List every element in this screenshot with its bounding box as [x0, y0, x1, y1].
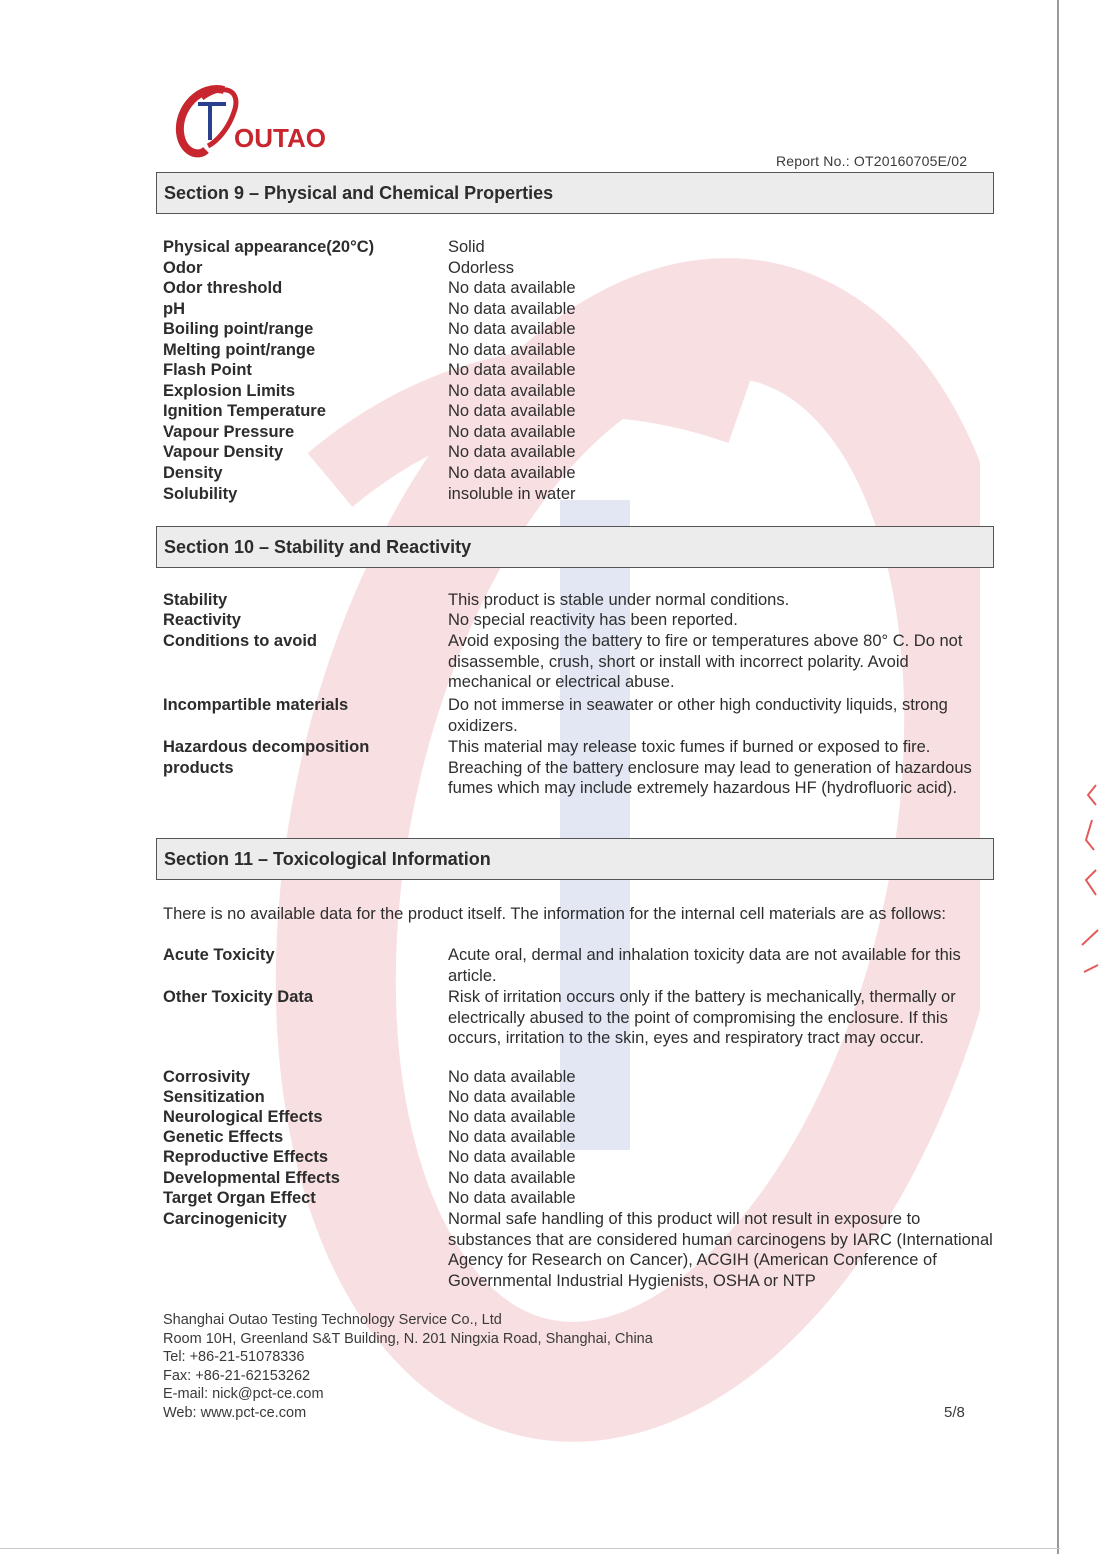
- property-value: No data available: [448, 1088, 576, 1106]
- section-9-header: Section 9 – Physical and Chemical Properties: [156, 172, 994, 214]
- page-bottom-rule: [0, 1548, 1060, 1549]
- property-value: No data available: [448, 320, 576, 338]
- property-label: Odor: [163, 259, 203, 277]
- footer-tel: Tel: +86-21-51078336: [163, 1349, 305, 1365]
- property-label: Boiling point/range: [163, 320, 314, 338]
- section-10-header: Section 10 – Stability and Reactivity: [156, 526, 994, 568]
- report-number: Report No.: OT20160705E/02: [776, 153, 968, 169]
- property-value: Risk of irritation occurs only if the battery is mechanically, thermally or electrically abused to the point of compromising the enclosure. If this occurs, irritation to the skin, eyes and respiratory tract may occur.: [448, 988, 956, 1048]
- property-label: Reactivity: [163, 611, 241, 629]
- property-value: Avoid exposing the battery to fire or temperatures above 80° C. Do not disassemble, crush, short or install with incorrect polarity. Avoid mechanical or electrical abuse.: [448, 632, 963, 692]
- property-value: No data available: [448, 1189, 576, 1207]
- property-value: Solid: [448, 238, 485, 256]
- property-value: Odorless: [448, 259, 515, 277]
- property-value: No data available: [448, 361, 576, 379]
- property-value: This material may release toxic fumes if burned or exposed to fire. Breaching of the battery enclosure may lead to generation of hazardous fumes which may include extremely hazardous HF (hydrofluoric acid).: [448, 738, 972, 798]
- property-label: pH: [163, 300, 185, 318]
- svg-text:OUTAO: OUTAO: [234, 123, 326, 153]
- property-label: Acute Toxicity: [163, 946, 275, 964]
- section-11-header: Section 11 – Toxicological Information: [156, 838, 994, 880]
- property-label: Odor threshold: [163, 279, 283, 297]
- property-value: No data available: [448, 1108, 576, 1126]
- section-11-intro: There is no available data for the product itself. The information for the internal cell materials are as follows:: [163, 905, 946, 923]
- property-label: Reproductive Effects: [163, 1148, 329, 1166]
- property-value: Do not immerse in seawater or other high conductivity liquids, strong oxidizers.: [448, 696, 948, 735]
- property-value: No special reactivity has been reported.: [448, 611, 738, 629]
- footer-fax: Fax: +86-21-62153262: [163, 1367, 311, 1384]
- property-value: No data available: [448, 443, 576, 461]
- property-label: Neurological Effects: [163, 1108, 323, 1126]
- footer-company: Shanghai Outao Testing Technology Service Co., Ltd: [163, 1312, 502, 1328]
- property-label: Corrosivity: [163, 1068, 251, 1086]
- property-value: insoluble in water: [448, 485, 576, 503]
- company-logo: [172, 80, 362, 162]
- footer-address: Room 10H, Greenland S&T Building, N. 201 Ningxia Road, Shanghai, China: [163, 1330, 653, 1347]
- property-label: Solubility: [163, 485, 238, 503]
- property-label: Physical appearance(20°C): [163, 238, 375, 256]
- property-value: No data available: [448, 464, 576, 482]
- property-label: Vapour Pressure: [163, 423, 295, 441]
- property-label: Stability: [163, 591, 228, 609]
- page-number: 5/8: [944, 1404, 965, 1421]
- property-label: Carcinogenicity: [163, 1210, 287, 1228]
- property-label: Developmental Effects: [163, 1169, 340, 1187]
- property-value: Acute oral, dermal and inhalation toxicity data are not available for this article.: [448, 946, 961, 985]
- property-value: Normal safe handling of this product will not result in exposure to substances that are considered human carcinogens by IARC (International Agency for Research on Cancer), ACGIH (American Conference of Governmental Industrial Hygienists, OSHA or NTP: [448, 1210, 993, 1290]
- property-value: This product is stable under normal conditions.: [448, 591, 790, 609]
- property-label: Explosion Limits: [163, 382, 296, 400]
- property-value: No data available: [448, 402, 576, 420]
- footer-web: Web: www.pct-ce.com: [163, 1404, 307, 1421]
- property-label: Conditions to avoid: [163, 632, 317, 650]
- property-value: No data available: [448, 1148, 576, 1166]
- property-label: Other Toxicity Data: [163, 988, 314, 1006]
- property-value: No data available: [448, 382, 576, 400]
- stamp-fragment-icon: [1078, 780, 1100, 980]
- property-value: No data available: [448, 300, 576, 318]
- property-value: No data available: [448, 1169, 576, 1187]
- property-label: Target Organ Effect: [163, 1189, 316, 1207]
- property-label: Flash Point: [163, 361, 252, 379]
- property-label: Incompartible materials: [163, 696, 349, 714]
- property-label: Sensitization: [163, 1088, 265, 1106]
- property-label: Melting point/range: [163, 341, 316, 359]
- property-value: No data available: [448, 1068, 576, 1086]
- property-label: Ignition Temperature: [163, 402, 326, 420]
- property-label: Vapour Density: [163, 443, 284, 461]
- property-label: Hazardous decomposition products: [163, 738, 370, 777]
- property-label: Density: [163, 464, 223, 482]
- company-footer: [163, 1311, 653, 1422]
- property-value: No data available: [448, 1128, 576, 1146]
- property-value: No data available: [448, 423, 576, 441]
- property-value: No data available: [448, 279, 576, 297]
- outao-logo-icon: [172, 80, 362, 162]
- property-value: No data available: [448, 341, 576, 359]
- page-edge-rule: [1057, 0, 1059, 1554]
- footer-email: E-mail: nick@pct-ce.com: [163, 1386, 324, 1402]
- property-label: Genetic Effects: [163, 1128, 284, 1146]
